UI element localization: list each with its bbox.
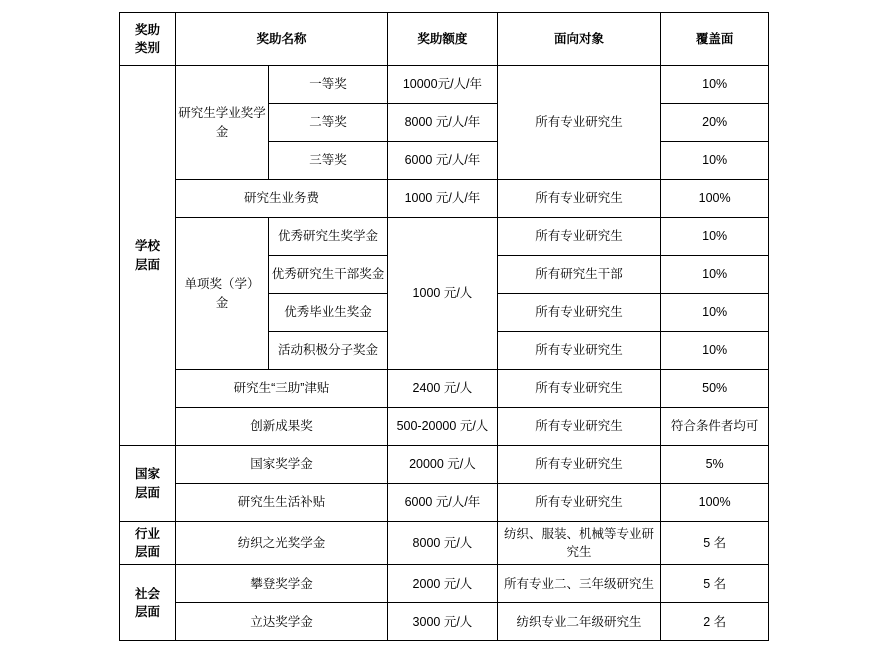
header-category-line2: 类别: [134, 41, 160, 55]
table-row: [120, 408, 769, 446]
group-academic-scholarship: 研究生学业奖学金: [175, 66, 268, 180]
coverage-value: 2 名: [661, 603, 769, 641]
sub-award-second: 二等奖: [269, 104, 388, 142]
item-name: 研究生“三助”津贴: [175, 370, 387, 408]
header-category: [120, 13, 176, 66]
item-name: 国家奖学金: [175, 446, 387, 484]
sub-item-name: 活动积极分子奖金: [269, 332, 388, 370]
coverage-value: 10%: [661, 332, 769, 370]
target-value-line2: 究生: [566, 545, 592, 560]
category-industry-line1: 行业: [134, 527, 160, 541]
amount-value: 2400 元/人: [388, 370, 498, 408]
sub-item-name: 优秀毕业生奖金: [269, 294, 388, 332]
item-name: 纺织之光奖学金: [175, 522, 387, 565]
item-name: 创新成果奖: [175, 408, 387, 446]
item-name: 研究生生活补贴: [175, 484, 387, 522]
table-row: [120, 66, 769, 104]
category-national: [120, 446, 176, 522]
coverage-value: 50%: [661, 370, 769, 408]
category-school: [120, 66, 176, 446]
target-value: 所有专业研究生: [497, 446, 661, 484]
coverage-value: 10%: [661, 66, 769, 104]
category-industry: [120, 522, 176, 565]
target-value: 所有专业研究生: [497, 294, 661, 332]
item-name: 立达奖学金: [175, 603, 387, 641]
target-value: 所有专业研究生: [497, 66, 661, 180]
amount-value: 20000 元/人: [388, 446, 498, 484]
category-social: [120, 565, 176, 641]
target-value: 所有专业二、三年级研究生: [497, 565, 661, 603]
table-row: [120, 603, 769, 641]
sub-award-third: 三等奖: [269, 142, 388, 180]
table-row: [120, 522, 769, 565]
table-row: [120, 565, 769, 603]
table-row: [120, 180, 769, 218]
sub-award-first: 一等奖: [269, 66, 388, 104]
target-value: 所有专业研究生: [497, 408, 661, 446]
table-row: [120, 484, 769, 522]
category-social-line2: 层面: [134, 604, 160, 619]
target-value: 所有专业研究生: [497, 180, 661, 218]
sub-item-name: 优秀研究生干部奖金: [269, 256, 388, 294]
coverage-value: 5%: [661, 446, 769, 484]
target-value: 所有研究生干部: [497, 256, 661, 294]
coverage-value: 5 名: [661, 522, 769, 565]
category-national-line2: 层面: [134, 485, 160, 500]
amount-value: 3000 元/人: [388, 603, 498, 641]
header-category-line1: 奖助: [134, 22, 160, 37]
target-value: 所有专业研究生: [497, 218, 661, 256]
amount-value: 2000 元/人: [388, 565, 498, 603]
coverage-value: 10%: [661, 256, 769, 294]
coverage-value: 10%: [661, 294, 769, 332]
amount-value: 1000 元/人: [388, 218, 498, 370]
category-industry-line2: 层面: [134, 545, 160, 560]
amount-value: 8000 元/人/年: [388, 104, 498, 142]
target-value: 所有专业研究生: [497, 370, 661, 408]
category-school-line1: 学校: [134, 239, 160, 254]
header-name: 奖助名称: [175, 13, 387, 66]
amount-value: 8000 元/人: [388, 522, 498, 565]
category-national-line1: 国家: [134, 467, 160, 482]
table-row: [120, 218, 769, 256]
coverage-value: 100%: [661, 484, 769, 522]
coverage-value: 10%: [661, 142, 769, 180]
amount-value: 500-20000 元/人: [388, 408, 498, 446]
coverage-value: 20%: [661, 104, 769, 142]
amount-value: 6000 元/人/年: [388, 484, 498, 522]
target-value: 所有专业研究生: [497, 484, 661, 522]
group-single-award: [175, 218, 268, 370]
coverage-value: 100%: [661, 180, 769, 218]
item-name: 研究生业务费: [175, 180, 387, 218]
table-header-row: [120, 13, 769, 66]
item-name: 攀登奖学金: [175, 565, 387, 603]
coverage-value: 5 名: [661, 565, 769, 603]
category-school-line2: 层面: [134, 257, 160, 272]
amount-value: 6000 元/人/年: [388, 142, 498, 180]
group-single-award-line1: 单项奖（学）: [184, 277, 260, 292]
table-row: [120, 370, 769, 408]
target-value-line1: 纺织、服装、机械等专业研: [504, 527, 655, 541]
amount-value: 10000元/人/年: [388, 66, 498, 104]
amount-value: 1000 元/人/年: [388, 180, 498, 218]
award-table: [119, 12, 769, 641]
table-row: [120, 446, 769, 484]
group-single-award-line2: 金: [215, 295, 229, 310]
target-value: [497, 522, 661, 565]
sub-item-name: 优秀研究生奖学金: [269, 218, 388, 256]
header-amount: 奖助额度: [388, 13, 498, 66]
target-value: 所有专业研究生: [497, 332, 661, 370]
target-value: 纺织专业二年级研究生: [497, 603, 661, 641]
coverage-value: 符合条件者均可: [661, 408, 769, 446]
coverage-value: 10%: [661, 218, 769, 256]
header-coverage: 覆盖面: [661, 13, 769, 66]
header-target: 面向对象: [497, 13, 661, 66]
category-social-line1: 社会: [134, 586, 160, 601]
